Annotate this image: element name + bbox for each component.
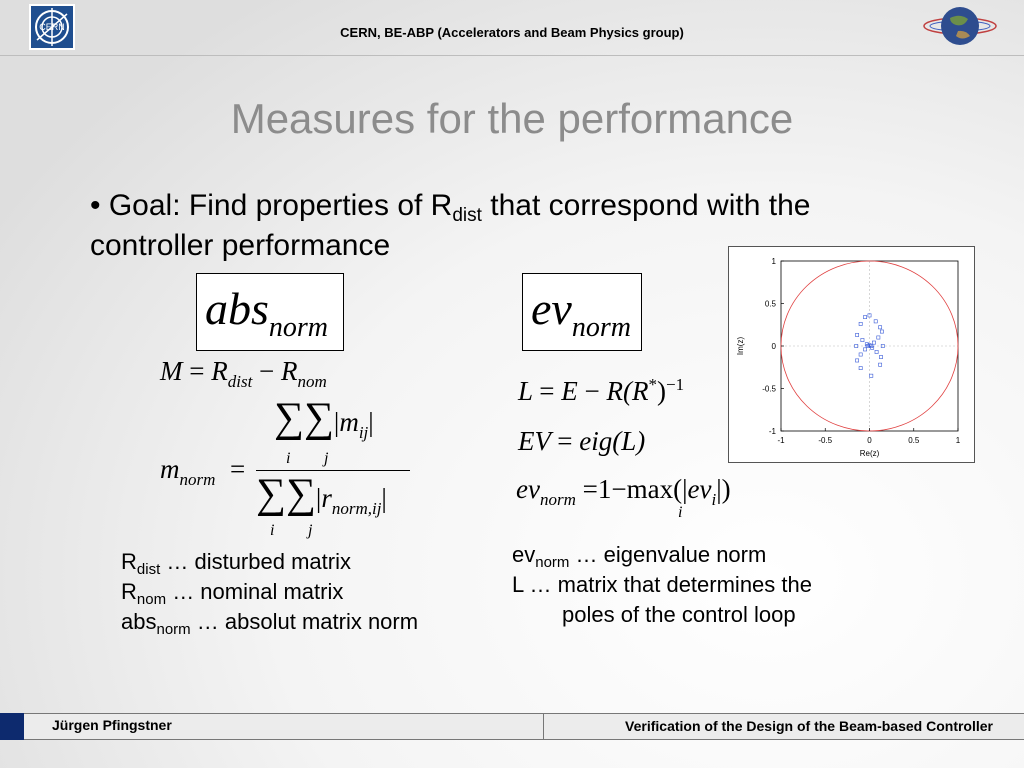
eq-mnorm-num-sub: ij: [358, 423, 369, 442]
eq-l-close: ): [656, 376, 666, 406]
ev-subscript: norm: [571, 312, 631, 343]
abs-bar-den-right: |: [381, 483, 387, 513]
eq-mnorm-den-var: r: [321, 483, 332, 513]
equation-mnorm: [158, 395, 418, 548]
footer-author: Jürgen Pfingstner: [52, 717, 172, 733]
x-tick-label: 0: [867, 436, 872, 445]
y-tick-label: 0.5: [764, 299, 776, 309]
eq-mnorm-num-var: m: [339, 407, 359, 437]
eq-l-equals: =: [539, 376, 555, 406]
eq-evnorm-equals: =: [582, 474, 598, 504]
y-tick-label: -0.5: [762, 384, 776, 394]
den-index-j: j: [308, 522, 313, 539]
eq-evnorm-var-sub: i: [711, 490, 717, 509]
eq-evnorm-one: 1: [597, 474, 612, 504]
x-tick-label: -0.5: [818, 436, 833, 445]
eq-mnorm-lhs-sub: norm: [179, 470, 216, 489]
header-divider: [0, 55, 1024, 56]
abs-bar-num-right: |: [368, 407, 374, 437]
eq-mnorm-den-sub: norm,ij: [331, 499, 382, 518]
y-tick-label: 1: [771, 257, 776, 266]
equation-l-definition: [518, 376, 684, 407]
eq-m-r1: R: [211, 356, 228, 386]
eq-m-r2-sub: nom: [297, 372, 327, 391]
definition-rdist: $R_{dist}$ … disturbed matrix: [121, 549, 351, 578]
definition-evnorm: $ev_{norm}$ … eigenvalue norm: [512, 542, 767, 571]
sum-symbol-den-i: ∑: [256, 471, 286, 517]
y-tick-label: -1: [768, 427, 776, 436]
eq-evnorm-var: ev: [687, 474, 712, 504]
footer-accent: [0, 713, 24, 740]
num-index-j: j: [324, 450, 329, 467]
definition-absnorm: abs$_{norm}$ … absolut matrix norm: [121, 609, 419, 638]
eq-evnorm-minus: −: [611, 474, 627, 504]
eq-evnorm-lhs: ev: [516, 474, 540, 504]
header-title: CERN, BE-ABP (Accelerators and Beam Physics group): [340, 25, 684, 40]
eq-evnorm-max-index: i: [678, 504, 683, 521]
abs-bar-num-left: |: [333, 407, 340, 437]
abs-norm-box: [196, 273, 344, 351]
abs-bar-den-left: |: [315, 483, 322, 513]
y-axis-label: Im(z): [736, 336, 745, 356]
cern-logo-text: CERN: [39, 22, 65, 32]
equation-m-definition: [160, 356, 327, 391]
eq-l-e: E: [561, 376, 578, 406]
abs-symbol: abs: [205, 283, 269, 334]
pole-plot-svg: [729, 247, 974, 462]
eq-ev-rhs: eig(L): [579, 426, 646, 456]
eq-ev-equals: =: [557, 426, 573, 456]
sum-symbol-num-i: ∑: [274, 395, 304, 441]
eq-evnorm-open: (|: [673, 474, 688, 504]
footer-divider: [543, 713, 544, 740]
eq-m-r2: R: [281, 356, 298, 386]
slide-title: Measures for the performance: [230, 95, 794, 142]
goal-text-pre: Goal: Find properties of R: [100, 189, 453, 222]
definitions-right: [512, 540, 812, 630]
globe-logo: [920, 3, 1000, 49]
eq-ev-lhs: EV: [518, 426, 551, 456]
equation-ev-definition: [518, 426, 645, 457]
footer-title: Verification of the Design of the Beam-based Controller: [625, 718, 993, 734]
x-axis-label: Re(z): [859, 449, 880, 458]
eq-evnorm-lhs-sub: norm: [539, 490, 576, 509]
eq-l-star: *: [648, 375, 657, 394]
x-tick-label: 1: [955, 436, 961, 445]
eq-l-minus: −: [584, 376, 600, 406]
definitions-left: [121, 547, 418, 637]
definition-rnom: $R_{nom}$ … nominal matrix: [121, 579, 344, 608]
x-tick-label: 0.5: [908, 436, 920, 445]
sum-symbol-den-j: ∑: [285, 471, 316, 517]
sum-symbol-num-j: ∑: [303, 395, 334, 441]
pole-plot: [728, 246, 975, 463]
eq-m-equals: =: [189, 356, 205, 386]
definition-l: L … matrix that determines the: [512, 572, 812, 597]
num-index-i: i: [286, 450, 291, 467]
equation-evnorm: [516, 470, 796, 530]
eq-mnorm-lhs: m: [160, 454, 180, 484]
eq-m-lhs: M: [160, 356, 183, 386]
definition-l-continued: poles of the control loop: [562, 602, 796, 627]
bullet-mark: •: [90, 189, 101, 222]
eq-evnorm-max: max: [626, 474, 674, 504]
eq-m-minus: −: [259, 356, 275, 386]
den-index-i: i: [270, 522, 275, 539]
abs-subscript: norm: [268, 312, 329, 343]
ev-norm-box: [522, 273, 642, 351]
eq-m-r1-sub: dist: [227, 372, 253, 391]
ev-symbol: ev: [531, 283, 572, 334]
eq-l-rr: R(R: [606, 376, 649, 406]
x-tick-label: -1: [777, 436, 785, 445]
goal-subscript: dist: [452, 205, 482, 226]
eq-l-lhs: L: [518, 376, 533, 406]
goal-text-post: that correspond with the controller performance: [90, 189, 811, 262]
eq-mnorm-equals: =: [230, 454, 246, 484]
eq-evnorm-close: |): [716, 474, 731, 504]
y-tick-label: 0: [771, 342, 776, 351]
eq-l-exponent: −1: [665, 375, 685, 394]
